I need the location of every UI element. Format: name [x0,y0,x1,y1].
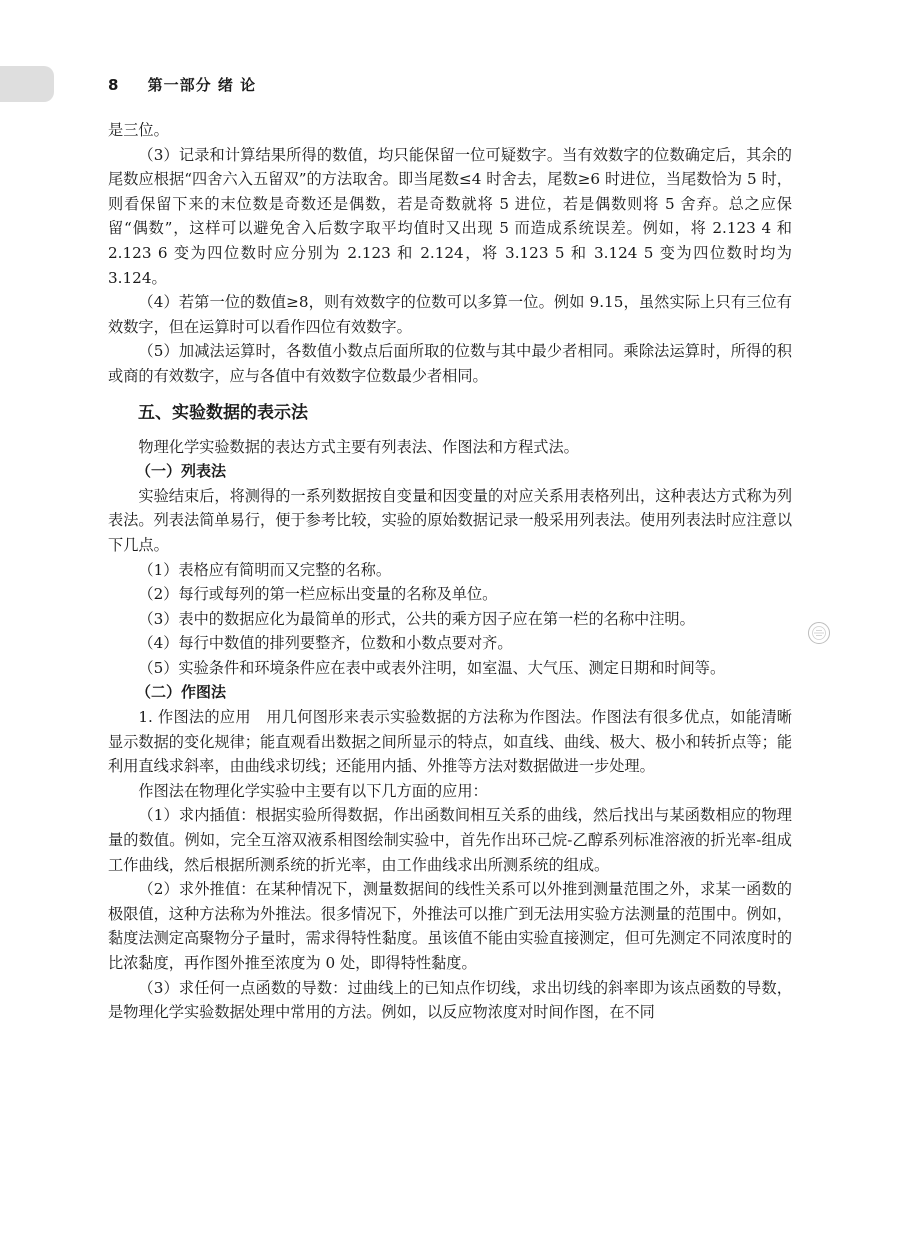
subsection-heading-graph-method: （二）作图法 [136,683,227,702]
list-item: （5）实验条件和环境条件应在表中或表外注明，如室温、大气压、测定日期和时间等。 [138,658,726,677]
paragraph: （5）加减法运算时，各数值小数点后面所取的位数与其中最少者相同。乘除法运算时，所得的积或商的有效数字，应与各值中有效数字位数最少者相同。 [108,342,792,385]
paragraph: （3）记录和计算结果所得的数值，均只能保留一位可疑数字。当有效数字的位数确定后，其余的尾数应根据“四舍六入五留双”的方法取舍。即当尾数≤4 时舍去，尾数≥6 时进位，当尾数恰为 5 时，则看保留下来的末位数是奇数还是偶数，若是奇数就将 5 进位，若是偶数则将 5 舍弃。总之应保留“偶数”，这样可以避免舍入后数字取平均值时又出现 5 而造成系统误差。例如，将 2.123 4 和 2.123 6 变为四位数时应分别为 2.123 和 2.124，将 3.123 5 和 3.124 5 变为四位数时均为 3.124。 [108,145,792,287]
list-item: （1）求内插值：根据实验所得数据，作出函数间相互关系的曲线，然后找出与某函数相应的物理量的数值。例如，完全互溶双液系相图绘制实验中，首先作出环己烷-乙醇系列标准溶液的折光率-组成工作曲线，然后根据所测系统的折光率，由工作曲线求出所测系统的组成。 [108,806,792,874]
list-item: （2）每行或每列的第一栏应标出变量的名称及单位。 [138,585,498,604]
section-heading: 五、实验数据的表示法 [138,402,308,423]
list-item: （2）求外推值：在某种情况下，测量数据间的线性关系可以外推到测量范围之外，求某一函数的极限值，这种方法称为外推法。很多情况下，外推法可以推广到无法用实验方法测量的范围中。例如，黏度法测定高聚物分子量时，需求得特性黏度。虽该值不能由实验直接测定，但可先测定不同浓度时的比浓黏度，再作图外推至浓度为 0 处，即得特性黏度。 [108,880,792,972]
watermark-stamp-icon [807,621,831,645]
list-item: （1）表格应有简明而又完整的名称。 [138,560,392,579]
paragraph: 作图法在物理化学实验中主要有以下几方面的应用： [138,781,488,800]
paragraph: 是三位。 [108,121,169,139]
list-item: （4）每行中数值的排列要整齐，位数和小数点要对齐。 [138,634,513,653]
list-item: （3）表中的数据应化为最简单的形式，公共的乘方因子应在第一栏的名称中注明。 [138,609,695,628]
list-item: （3）求任何一点函数的导数：过曲线上的已知点作切线，求出切线的斜率即为该点函数的导数，是物理化学实验数据处理中常用的方法。例如，以反应物浓度对时间作图，在不同 [108,978,792,1022]
section-title: 第一部分 绪 论 [147,76,257,94]
paragraph: 物理化学实验数据的表达方式主要有列表法、作图法和方程式法。 [138,437,579,456]
running-header [108,74,256,95]
page-number: 8 [108,76,119,94]
paragraph: 1. 作图法的应用 用几何图形来表示实验数据的方法称为作图法。作图法有很多优点，如能清晰显示数据的变化规律；能直观看出数据之间所显示的特点，如直线、曲线、极大、极小和转折点等；能利用直线求斜率，由曲线求切线；还能用内插、外推等方法对数据做进一步处理。 [108,708,792,776]
paragraph: （4）若第一位的数值≥8，则有效数字的位数可以多算一位。例如 9.15，虽然实际上只有三位有效数字，但在运算时可以看作四位有效数字。 [108,293,792,336]
paragraph: 实验结束后，将测得的一系列数据按自变量和因变量的对应关系用表格列出，这种表达方式称为列表法。列表法简单易行，便于参考比较，实验的原始数据记录一般采用列表法。使用列表法时应注意以下几点。 [108,486,792,554]
page-edge-tab [0,66,54,102]
page-body [108,118,792,1025]
subsection-heading-list-method: （一）列表法 [136,462,227,481]
